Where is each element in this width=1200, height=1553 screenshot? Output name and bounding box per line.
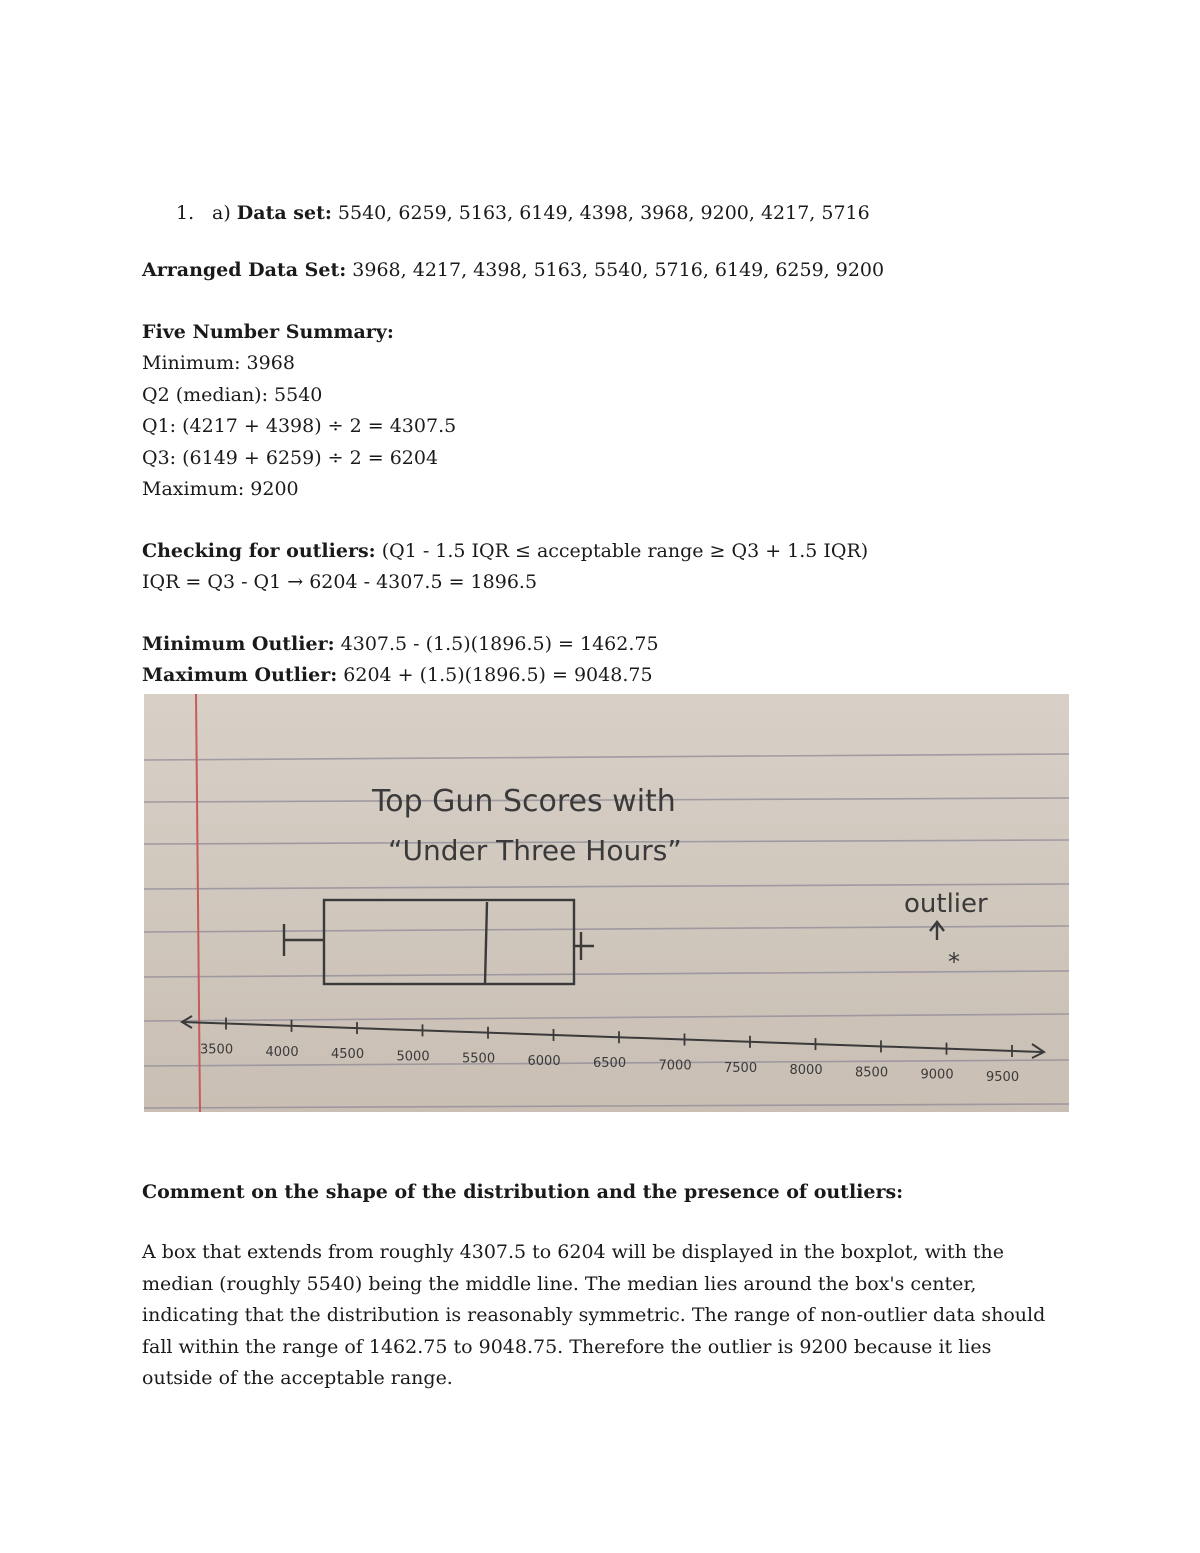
max-outlier-line <box>142 663 653 687</box>
outlier-check-line <box>142 539 868 563</box>
comment-body: A box that extends from roughly 4307.5 to 6204 will be displayed in the boxplot, with the median (roughly 5540) being the middle line. The median lies around the box's center, indicating that the distribution is reasonably symmetric. The range of non-outlier data should fall within the range of 1462.75 to 9048.75. Therefore the outlier is 9200 because it lies outside of the acceptable range. <box>142 1241 1046 1389</box>
axis-tick-label: 9500 <box>986 1069 1020 1085</box>
boxplot-drawing <box>144 694 1069 1112</box>
data-set-label: Data set: <box>236 202 332 224</box>
arranged-line <box>142 258 884 282</box>
axis-tick-label: 4500 <box>331 1047 365 1063</box>
axis-tick-label: 5500 <box>462 1051 496 1067</box>
data-set-values: 5540, 6259, 5163, 6149, 4398, 3968, 9200, 4217, 5716 <box>337 202 870 224</box>
axis-tick-label: 7500 <box>724 1060 758 1076</box>
summary-median: Q2 (median): 5540 <box>142 384 323 406</box>
item-number: 1. <box>176 202 195 224</box>
summary-maximum: Maximum: 9200 <box>142 478 299 500</box>
summary-heading: Five Number Summary: <box>142 321 394 343</box>
axis-tick-label: 6500 <box>593 1056 627 1072</box>
photo-title-line2: “Under Three Hours” <box>388 834 682 867</box>
arranged-values: 3968, 4217, 4398, 5163, 5540, 5716, 6149, 6259, 9200 <box>352 259 885 281</box>
axis-tick-label: 4000 <box>265 1044 299 1060</box>
arranged-label: Arranged Data Set: <box>142 259 347 281</box>
outlier-check-label: Checking for outliers: <box>142 540 376 562</box>
outlier-label: outlier <box>904 889 988 919</box>
min-outlier-label: Minimum Outlier: <box>142 633 335 655</box>
axis-tick-label: 7000 <box>658 1058 692 1074</box>
boxplot-photo <box>144 694 1069 1112</box>
boxplot <box>284 900 944 984</box>
axis-tick-label: 9000 <box>920 1067 954 1083</box>
comment-heading: Comment on the shape of the distribution and the presence of outliers: <box>142 1181 904 1203</box>
max-outlier-label: Maximum Outlier: <box>142 664 338 686</box>
outlier-rule: (Q1 - 1.5 IQR ≤ acceptable range ≥ Q3 + 1.5 IQR) <box>381 540 869 562</box>
axis-tick-label: 8500 <box>855 1065 889 1081</box>
min-outlier-line <box>142 632 659 656</box>
summary-q3: Q3: (6149 + 6259) ÷ 2 = 6204 <box>142 447 439 469</box>
median-line <box>485 902 487 984</box>
min-outlier-value: 4307.5 - (1.5)(1896.5) = 1462.75 <box>340 633 659 655</box>
item-letter: a) <box>212 202 231 224</box>
box <box>324 900 574 984</box>
axis-tick-label: 3500 <box>200 1042 234 1058</box>
number-line <box>182 1016 1044 1058</box>
axis-tick-label: 6000 <box>527 1053 561 1069</box>
iqr-line: IQR = Q3 - Q1 → 6204 - 4307.5 = 1896.5 <box>142 571 538 593</box>
photo-title-line1: Top Gun Scores with <box>372 784 676 819</box>
outlier-marker: * <box>948 948 960 976</box>
axis-tick-label: 8000 <box>789 1063 823 1079</box>
axis-tick-label: 5000 <box>396 1049 430 1065</box>
max-outlier-value: 6204 + (1.5)(1896.5) = 9048.75 <box>343 664 653 686</box>
summary-minimum: Minimum: 3968 <box>142 352 295 374</box>
summary-q1: Q1: (4217 + 4398) ÷ 2 = 4307.5 <box>142 415 457 437</box>
